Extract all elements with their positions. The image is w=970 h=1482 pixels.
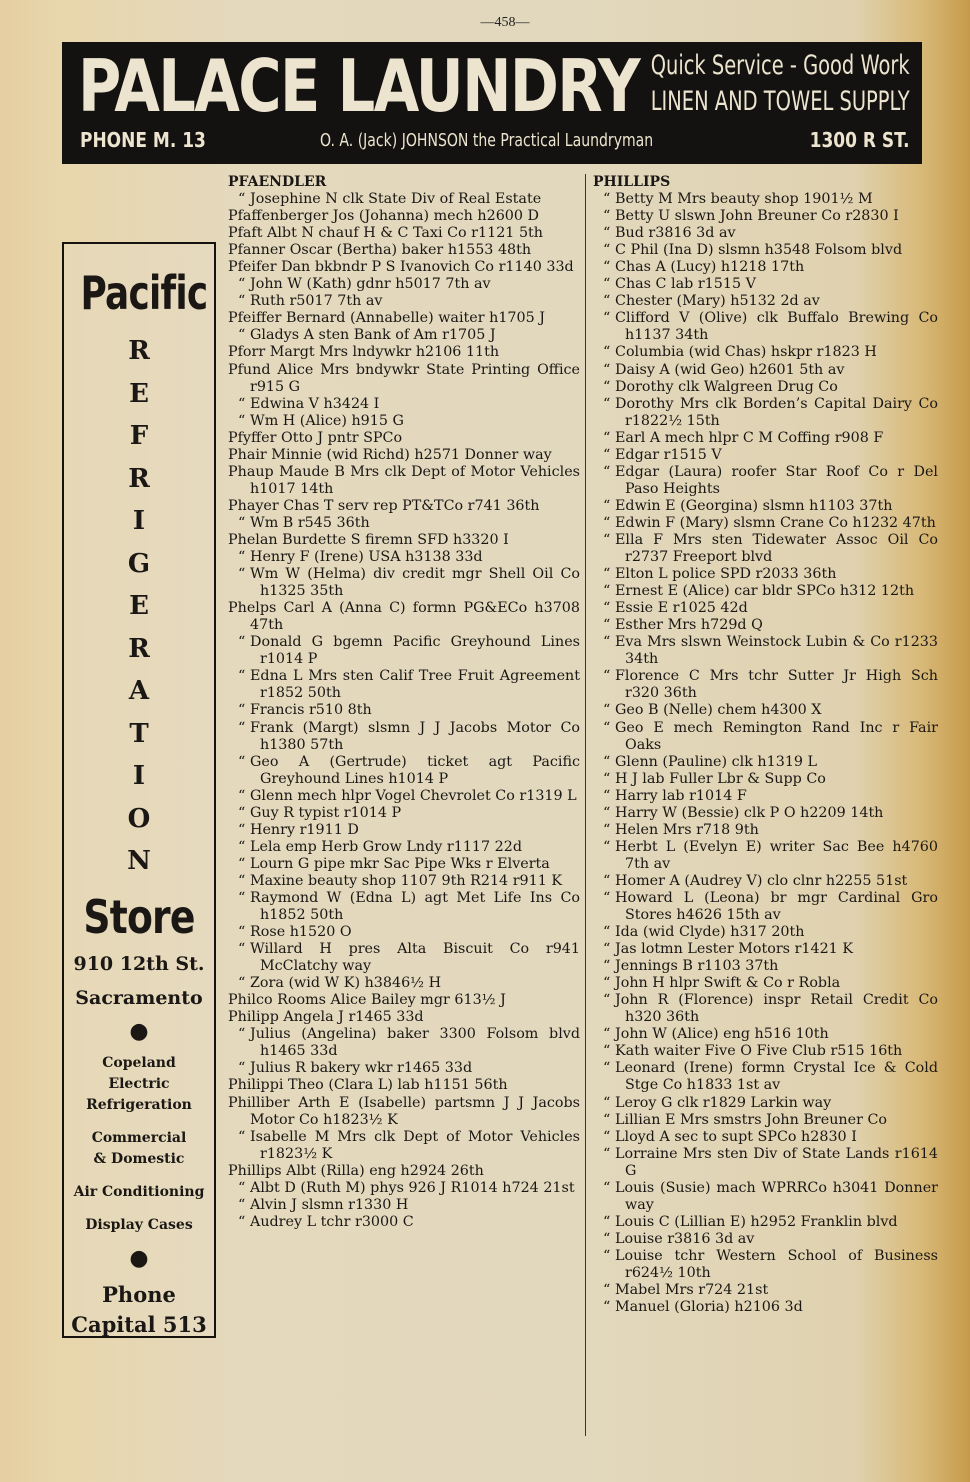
directory-entry: Pfeifer Dan bkbndr P S Ivanovich Co r1140 33d [228, 259, 574, 276]
directory-entry: “ Wm W (Helma) div credit mgr Shell Oil Co h1325 35th [228, 566, 580, 600]
banner-ad-subtagline: LINEN AND TOWEL SUPPLY [651, 86, 910, 117]
directory-entry: “ Julius (Angelina) baker 3300 Folsom blvd h1465 33d [228, 1026, 580, 1060]
directory-entry: “ Audrey L tchr r3000 C [228, 1214, 580, 1231]
directory-entry: Phillips Albt (Rilla) eng h2924 26th [228, 1162, 484, 1179]
directory-entry: “ John W (Alice) eng h516 10th [593, 1026, 938, 1043]
directory-entry: “ Kath waiter Five O Five Club r515 16th [593, 1043, 938, 1060]
directory-entry: “ Maxine beauty shop 1107 9th R214 r911 K [228, 873, 580, 890]
directory-entry: “ Edwin E (Georgina) slsmn h1103 37th [593, 498, 938, 515]
service-line: Air Conditioning [73, 1183, 205, 1200]
directory-entry: “ Glenn (Pauline) clk h1319 L [593, 754, 938, 771]
side-ad-services [64, 1053, 214, 1236]
side-ad-phone-number: Capital 513 [71, 1311, 207, 1337]
directory-entry: Pfeiffer Bernard (Annabelle) waiter h1705 J [228, 310, 545, 327]
directory-entry: “ Chas C lab r1515 V [593, 276, 938, 293]
directory-entry: “ Essie E r1025 42d [593, 600, 938, 617]
directory-entry: Phair Minnie (wid Richd) h2571 Donner way [228, 446, 552, 463]
side-ad-street: 910 12th St. [73, 952, 205, 975]
directory-entry: “ Columbia (wid Chas) hskpr r1823 H [593, 344, 938, 361]
directory-entry: “ Donald G bgemn Pacific Greyhound Lines r1014 P [228, 634, 580, 668]
side-ad-phone-label: Phone [102, 1281, 176, 1307]
directory-entry: “ Henry r1911 D [228, 822, 580, 839]
directory-entry: Phelan Burdette S firemn SFD h3320 I [228, 531, 509, 548]
directory-entry: “ Lourn G pipe mkr Sac Pipe Wks r Elverta [228, 856, 580, 873]
directory-entry: Pfyffer Otto J pntr SPCo [228, 429, 403, 446]
directory-entry: “ Betty U slswn John Breuner Co r2830 I [593, 208, 938, 225]
directory-entry: “ C Phil (Ina D) slsmn h3548 Folsom blvd [593, 242, 938, 259]
directory-entry: Pforr Margt Mrs lndywkr h2106 11th [228, 344, 500, 361]
directory-entry: “ Jas lotmn Lester Motors r1421 K [593, 941, 938, 958]
directory-entry: “ Francis r510 8th [228, 702, 580, 719]
directory-entry: “ Ruth r5017 7th av [228, 293, 580, 310]
directory-entry: “ Lela emp Herb Grow Lndy r1117 22d [228, 839, 580, 856]
surname-heading: PFAENDLER [228, 174, 327, 190]
directory-entry: “ Willard H pres Alta Biscuit Co r941 McClatchy way [228, 941, 580, 975]
directory-entry: “ Clifford V (Olive) clk Buffalo Brewing Co h1137 34th [593, 310, 938, 344]
vertical-letter: T [129, 718, 149, 749]
bullet-icon: ● [129, 1245, 149, 1271]
palace-laundry-banner-ad [62, 42, 922, 164]
vertical-letter: E [129, 591, 149, 621]
directory-entry: “ Ida (wid Clyde) h317 20th [593, 924, 938, 941]
directory-entry: “ Lloyd A sec to supt SPCo h2830 I [593, 1129, 938, 1146]
directory-entry: “ Wm B r545 36th [228, 515, 580, 532]
directory-entry: “ John W (Kath) gdnr h5017 7th av [228, 276, 580, 293]
bullet-icon: ● [129, 1018, 149, 1044]
directory-entry: “ Louis (Susie) mach WPRRCo h3041 Donner way [593, 1180, 938, 1214]
vertical-letter: A [128, 676, 150, 706]
directory-entry: “ Edna L Mrs sten Calif Tree Fruit Agreement r1852 50th [228, 668, 580, 702]
directory-entry: Philliber Arth E (Isabelle) partsmn J J Jacobs Motor Co h1823½ K [228, 1094, 580, 1128]
side-ad-store: Store [83, 889, 195, 944]
service-line: Electric [108, 1075, 170, 1092]
directory-entry: “ Herbt L (Evelyn E) writer Sac Bee h4760 7th av [593, 839, 938, 873]
service-line: Display Cases [85, 1216, 193, 1233]
directory-entry: “ Gladys A sten Bank of Am r1705 J [228, 327, 580, 344]
directory-entry: “ Henry F (Irene) USA h3138 33d [228, 549, 580, 566]
directory-entry: “ Lorraine Mrs sten Div of State Lands r1614 G [593, 1146, 938, 1180]
directory-entry: “ Louise r3816 3d av [593, 1231, 938, 1248]
directory-entry: “ Mabel Mrs r724 21st [593, 1282, 938, 1299]
directory-entry: “ Edgar (Laura) roofer Star Roof Co r Del Paso Heights [593, 464, 938, 498]
directory-entry: “ Rose h1520 O [228, 924, 580, 941]
directory-entry: “ Louise tchr Western School of Business r624½ 10th [593, 1248, 938, 1282]
directory-entry: “ Frank (Margt) slsmn J J Jacobs Motor Co h1380 57th [228, 720, 580, 754]
directory-entry: “ Alvin J slsmn r1330 H [228, 1197, 580, 1214]
directory-entry: Pfaffenberger Jos (Johanna) mech h2600 D [228, 208, 540, 225]
directory-entry: Pfanner Oscar (Bertha) baker h1553 48th [228, 242, 532, 259]
directory-entry: Phelps Carl A (Anna C) formn PG&ECo h3708 47th [228, 600, 580, 634]
service-line: Copeland [102, 1054, 176, 1071]
vertical-letter: R [128, 463, 150, 494]
directory-entry: “ Wm H (Alice) h915 G [228, 413, 580, 430]
directory-entry: “ Edgar r1515 V [593, 447, 938, 464]
directory-entry: “ Harry W (Bessie) clk P O h2209 14th [593, 805, 938, 822]
directory-entry: “ Zora (wid W K) h3846½ H [228, 975, 580, 992]
directory-entry: “ Chas A (Lucy) h1218 17th [593, 259, 938, 276]
directory-entry: “ Daisy A (wid Geo) h2601 5th av [593, 362, 938, 379]
directory-entry: “ Dorothy Mrs clk Borden’s Capital Dairy Co r1822½ 15th [593, 396, 938, 430]
directory-entry: “ Raymond W (Edna L) agt Met Life Ins Co h1852 50th [228, 890, 580, 924]
vertical-letter: I [132, 761, 146, 791]
vertical-letter: E [129, 378, 149, 409]
directory-entry: Phaup Maude B Mrs clk Dept of Motor Vehicles h1017 14th [228, 463, 580, 497]
directory-entry: “ Ella F Mrs sten Tidewater Assoc Oil Co r2737 Freeport blvd [593, 532, 938, 566]
directory-entry: “ Geo E mech Remington Rand Inc r Fair Oaks [593, 720, 938, 754]
directory-entry: “ Earl A mech hlpr C M Coffing r908 F [593, 430, 938, 447]
directory-entry: “ Helen Mrs r718 9th [593, 822, 938, 839]
directory-entry: “ John H hlpr Swift & Co r Robla [593, 975, 938, 992]
directory-entry: “ Edwina V h3424 I [228, 396, 580, 413]
directory-entry: “ Elton L police SPD r2033 36th [593, 566, 938, 583]
directory-entry: “ Esther Mrs h729d Q [593, 617, 938, 634]
directory-entry: “ Guy R typist r1014 P [228, 805, 580, 822]
column-divider [585, 174, 586, 1436]
directory-entry: “ Harry lab r1014 F [593, 788, 938, 805]
directory-entry: “ Eva Mrs slswn Weinstock Lubin & Co r1233 34th [593, 634, 938, 668]
directory-entry: “ Betty M Mrs beauty shop 1901½ M [593, 191, 938, 208]
pacific-refrigeration-side-ad [62, 242, 216, 1338]
directory-entry: “ Jennings B r1103 37th [593, 958, 938, 975]
page-number: —458— [480, 15, 530, 30]
service-line: Commercial [91, 1129, 187, 1146]
directory-entry: “ Bud r3816 3d av [593, 225, 938, 242]
vertical-letter: O [127, 803, 151, 834]
directory-entry: Philippi Theo (Clara L) lab h1151 56th [228, 1077, 508, 1094]
directory-entry: “ Geo B (Nelle) chem h4300 X [593, 702, 938, 719]
directory-entry: “ Florence C Mrs tchr Sutter Jr High Sch r320 36th [593, 668, 938, 702]
directory-entry: “ Josephine N clk State Div of Real Estate [228, 191, 580, 208]
directory-entry: “ Albt D (Ruth M) phys 926 J R1014 h724 21st [228, 1180, 580, 1197]
surname-heading: PHILLIPS [593, 174, 671, 190]
directory-entry: “ Homer A (Audrey V) clo clnr h2255 51st [593, 873, 938, 890]
directory-entry: “ H J lab Fuller Lbr & Supp Co [593, 771, 938, 788]
directory-entry: Philco Rooms Alice Bailey mgr 613½ J [228, 992, 506, 1009]
directory-entry: Pfund Alice Mrs bndywkr State Printing Office r915 G [228, 361, 580, 395]
vertical-letter: R [128, 336, 150, 366]
vertical-letter: I [132, 506, 146, 536]
directory-entry: “ Isabelle M Mrs clk Dept of Motor Vehicles r1823½ K [228, 1129, 580, 1163]
side-ad-vertical-word [64, 330, 214, 883]
banner-ad-owner: O. A. (Jack) JOHNSON the Practical Laundryman [320, 130, 654, 151]
directory-entry: “ Leroy G clk r1829 Larkin way [593, 1095, 938, 1112]
side-ad-city: Sacramento [75, 986, 203, 1009]
directory-entry: “ Dorothy clk Walgreen Drug Co [593, 379, 938, 396]
directory-column-right [593, 174, 938, 1316]
directory-entry: “ Julius R bakery wkr r1465 33d [228, 1060, 580, 1077]
directory-entry: “ Glenn mech hlpr Vogel Chevrolet Co r1319 L [228, 788, 580, 805]
vertical-letter: G [127, 548, 151, 579]
service-line: & Domestic [93, 1150, 185, 1167]
directory-entry: “ Leonard (Irene) formn Crystal Ice & Cold Stge Co h1833 1st av [593, 1060, 938, 1094]
directory-entry: “ Ernest E (Alice) car bldr SPCo h312 12th [593, 583, 938, 600]
service-line: Refrigeration [86, 1096, 192, 1113]
side-ad-brand: Pacific [80, 266, 208, 320]
directory-column-left [228, 174, 580, 1231]
directory-entry: Pfaft Albt N chauf H & C Taxi Co r1121 5th [228, 225, 543, 242]
directory-entry: “ Manuel (Gloria) h2106 3d [593, 1299, 938, 1316]
vertical-letter: R [128, 633, 150, 664]
directory-entry: “ Louis C (Lillian E) h2952 Franklin blvd [593, 1214, 938, 1231]
directory-entry: “ Edwin F (Mary) slsmn Crane Co h1232 47th [593, 515, 938, 532]
directory-entry: “ Howard L (Leona) br mgr Cardinal Gro Stores h4626 15th av [593, 890, 938, 924]
directory-entry: “ Geo A (Gertrude) ticket agt Pacific Greyhound Lines h1014 P [228, 754, 580, 788]
directory-entry: Philipp Angela J r1465 33d [228, 1009, 424, 1026]
vertical-letter: N [127, 846, 151, 876]
directory-entry: Phayer Chas T serv rep PT&TCo r741 36th [228, 497, 540, 514]
banner-ad-tagline: Quick Service - Good Work [651, 50, 910, 81]
directory-entry: “ John R (Florence) inspr Retail Credit Co h320 36th [593, 992, 938, 1026]
banner-ad-title: PALACE LAUNDRY [78, 44, 639, 128]
banner-ad-address: 1300 R ST. [810, 128, 910, 152]
vertical-letter: F [129, 421, 149, 451]
directory-entry: “ Chester (Mary) h5132 2d av [593, 293, 938, 310]
banner-ad-phone: PHONE M. 13 [80, 128, 206, 152]
directory-entry: “ Lillian E Mrs smstrs John Breuner Co [593, 1112, 938, 1129]
